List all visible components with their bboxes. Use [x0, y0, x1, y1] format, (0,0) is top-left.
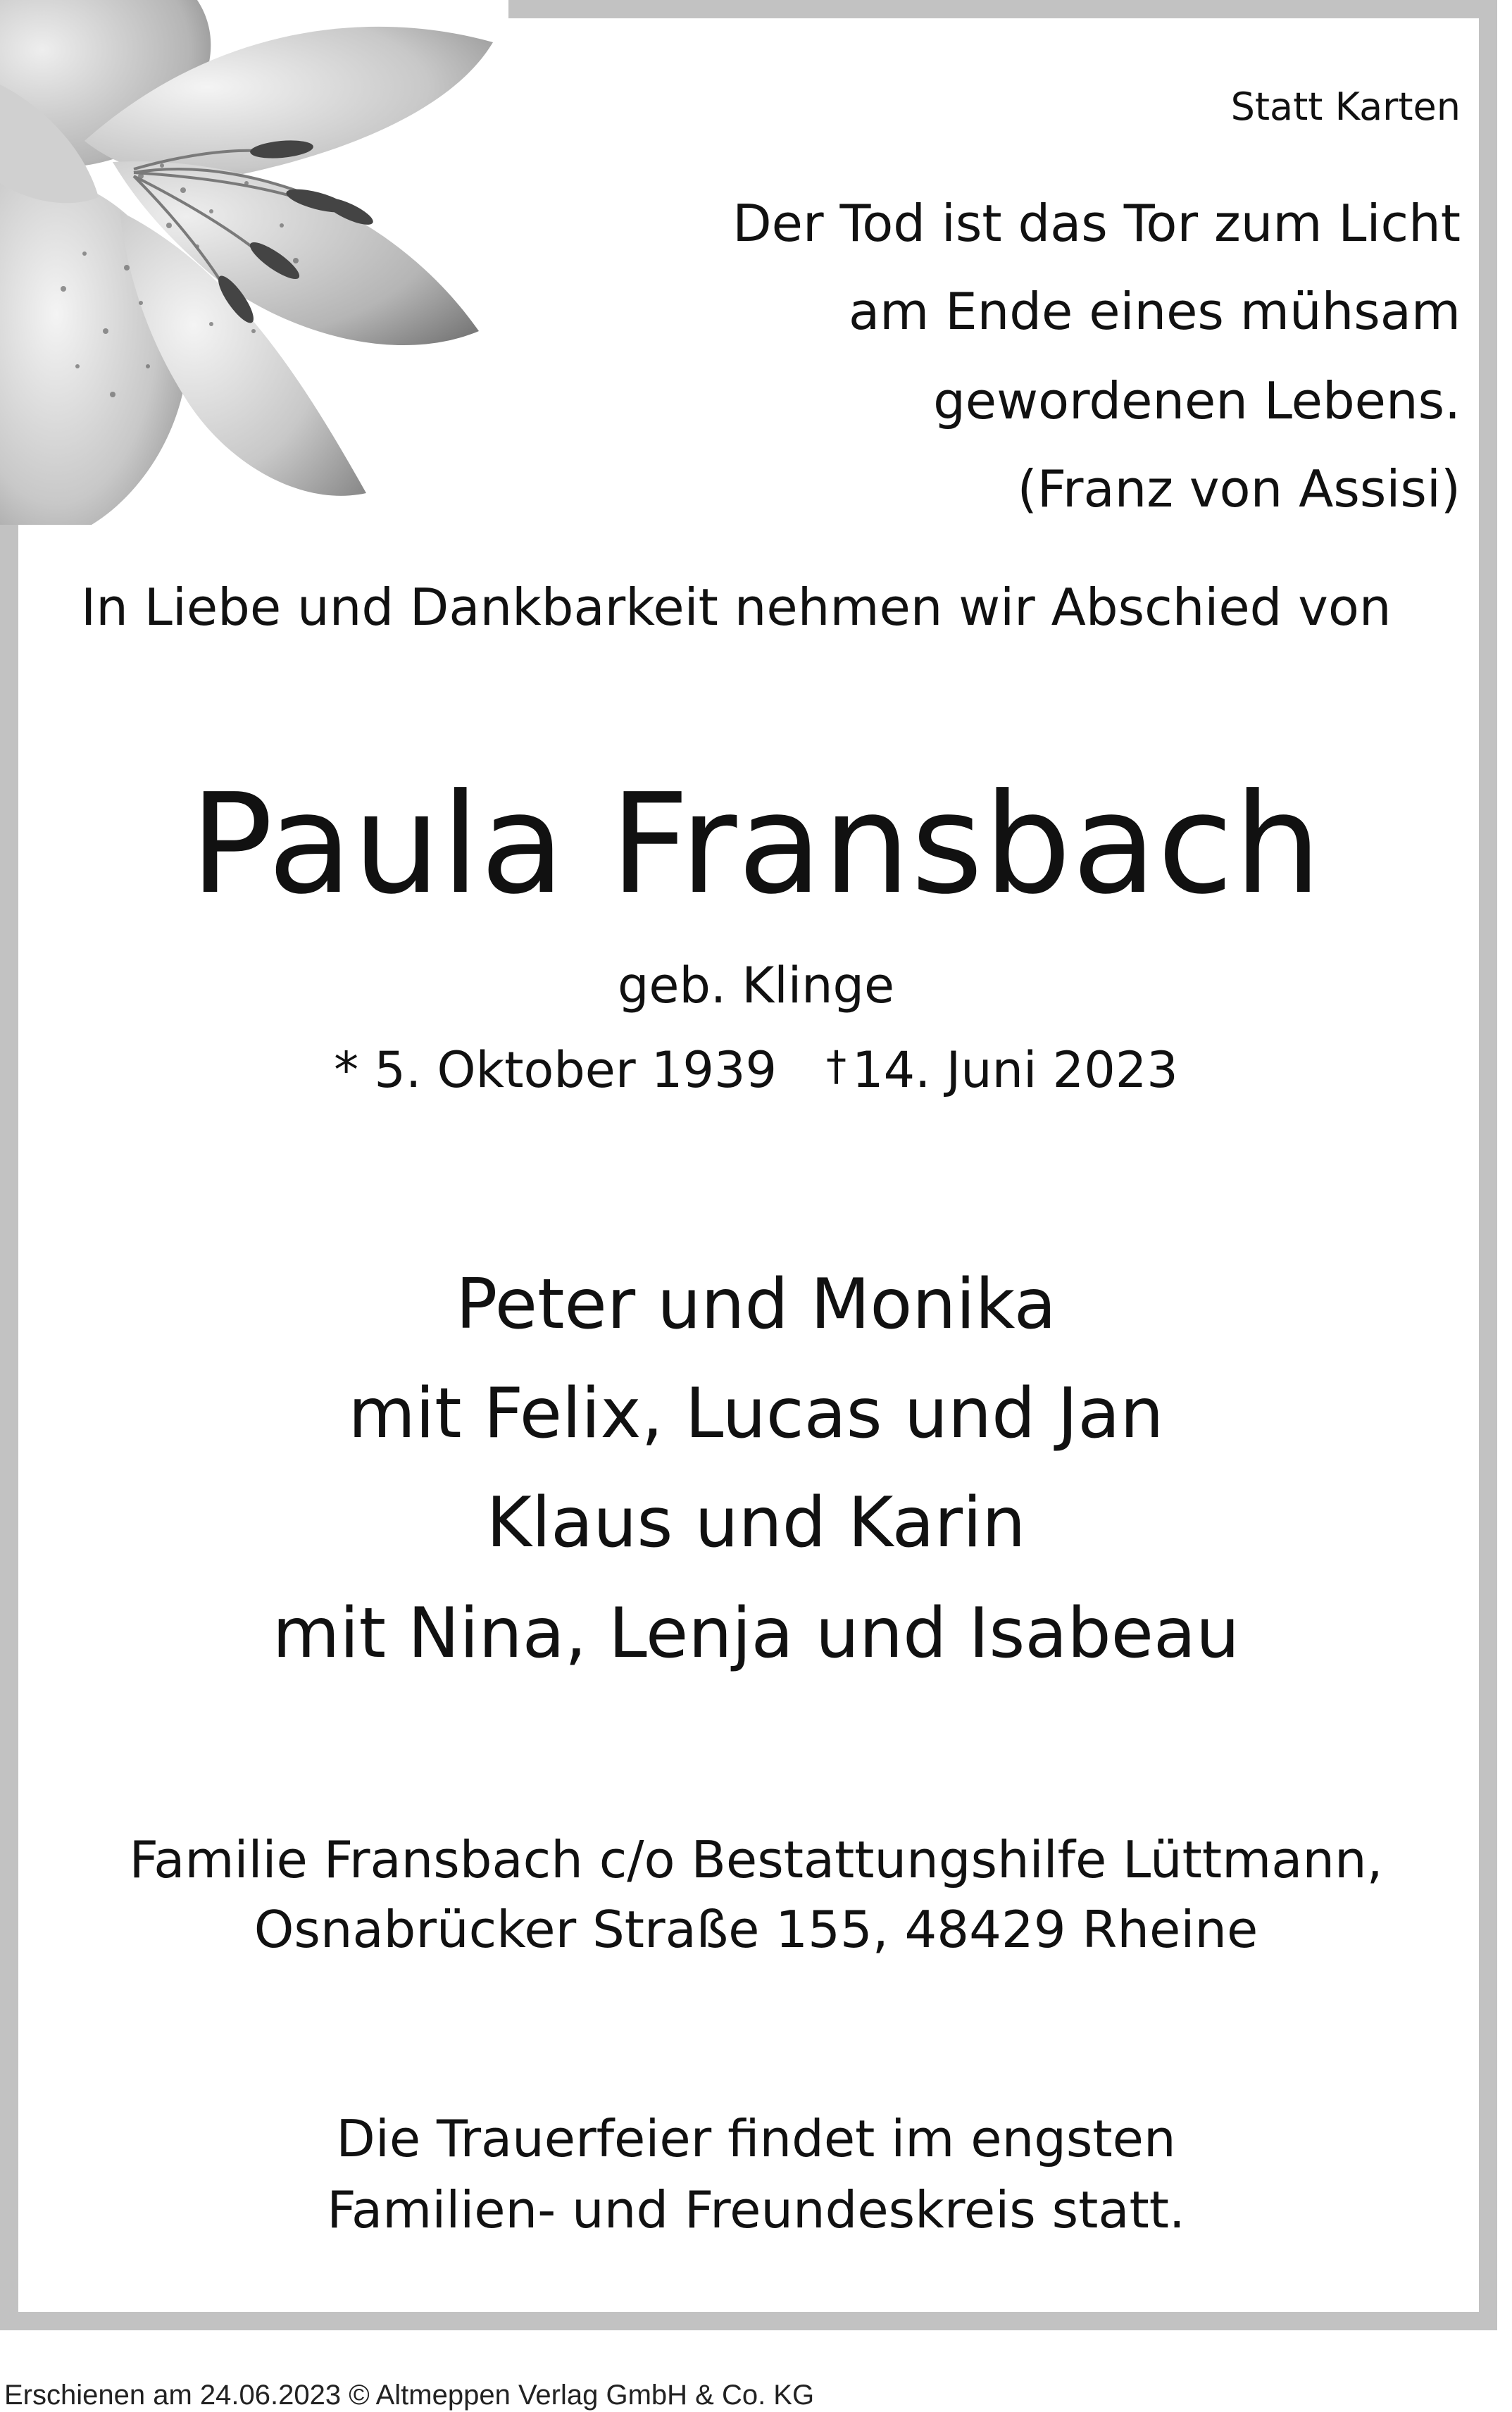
- death-date: 14. Juni 2023: [852, 1041, 1178, 1099]
- lily-flower-image: [0, 0, 508, 525]
- address-line-1: Familie Fransbach c/o Bestattungshilfe Lüttmann,: [129, 1830, 1383, 1889]
- frame-border-bottom: [0, 2312, 1497, 2330]
- life-dates: [0, 1041, 1512, 1099]
- birth-name: geb. Klinge: [617, 957, 895, 1014]
- statt-karten-label: Statt Karten: [1230, 85, 1461, 129]
- birth-date: * 5. Oktober 1939: [334, 1041, 777, 1099]
- address-line-2: Osnabrücker Straße 155, 48429 Rheine: [254, 1900, 1258, 1959]
- ceremony-line-2: Familien- und Freundeskreis statt.: [327, 2180, 1185, 2239]
- frame-border-top: [508, 0, 1497, 18]
- frame-border-right: [1479, 0, 1497, 2330]
- deceased-name: Paula Fransbach: [189, 764, 1323, 925]
- intro-text: In Liebe und Dankbarkeit nehmen wir Abschied von: [81, 578, 1392, 637]
- publication-footer: Erschienen am 24.06.2023 © Altmeppen Verlag GmbH & Co. KG: [4, 2380, 815, 2411]
- quote-line-1: Der Tod ist das Tor zum Licht: [732, 194, 1461, 253]
- quote-attribution: (Franz von Assisi): [1017, 459, 1461, 518]
- mourner-line-1: Peter und Monika: [456, 1264, 1056, 1345]
- mourner-line-4: mit Nina, Lenja und Isabeau: [272, 1593, 1240, 1674]
- quote-line-2: am Ende eines mühsam: [849, 282, 1461, 341]
- mourner-line-2: mit Felix, Lucas und Jan: [348, 1374, 1164, 1454]
- mourner-line-3: Klaus und Karin: [486, 1483, 1026, 1563]
- quote-line-3: gewordenen Lebens.: [933, 371, 1461, 430]
- ceremony-line-1: Die Trauerfeier findet im engsten: [336, 2109, 1176, 2168]
- dagger-icon: †: [826, 1042, 847, 1090]
